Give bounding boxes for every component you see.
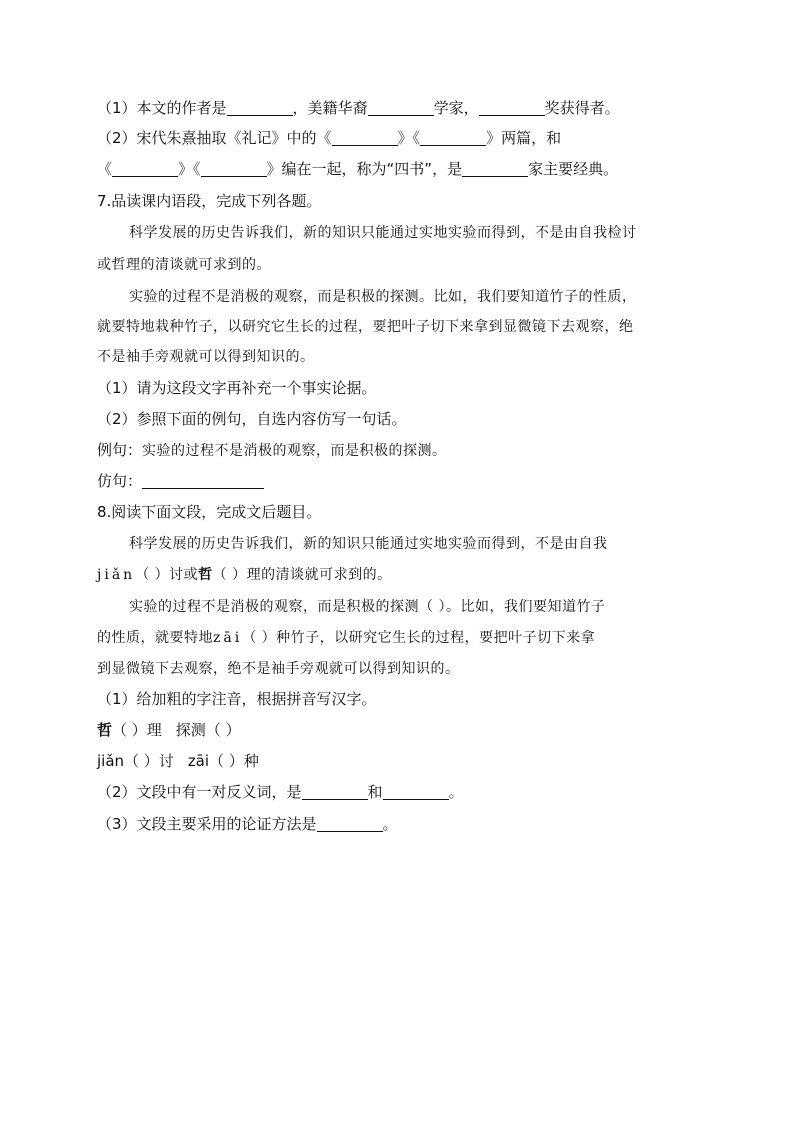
answer-blank[interactable]: [317, 815, 383, 832]
q6-item-2: （2）宋代朱熹抽取《礼记》中的《 》《 》两篇，和: [97, 129, 562, 147]
q7-sub-2: （2）参照下面的例句，自选内容仿写一句话。: [97, 410, 407, 428]
answer-blank[interactable]: [420, 129, 486, 146]
q7-sub-1: （1）请为这段文字再补充一个事实论据。: [97, 379, 377, 397]
q8-char-row-2: jiǎn（ ）讨 zāi（ ）种: [97, 752, 259, 770]
q8-passage-line: 到显微镜下去观察，绝不是袖手旁观就可以得到知识的。: [97, 661, 460, 677]
answer-blank[interactable]: [112, 160, 178, 177]
q7-example: 例句：实验的过程不是消极的观察，而是积极的探测。: [97, 441, 447, 459]
q8-sub-3: （3）文段主要采用的论证方法是 。: [97, 815, 398, 833]
q8-passage-line: 科学发展的历史告诉我们，新的知识只能通过实地实验而得到，不是由自我: [129, 536, 608, 552]
q6-item-1: （1）本文的作者是 ，美籍华裔 学家， 奖获得者。: [97, 99, 620, 117]
q7-passage-line: 或哲理的清谈就可求到的。: [97, 257, 271, 273]
answer-blank[interactable]: [302, 783, 368, 800]
q8-passage-line: jiǎn（ ）讨或哲（ ）理的清谈就可求到的。: [97, 567, 392, 583]
answer-blank[interactable]: [201, 160, 267, 177]
q8-sub-2: （2）文段中有一对反义词，是 和 。: [97, 783, 464, 801]
q8-title: 8.阅读下面文段，完成文后题目。: [97, 503, 322, 521]
q8-char-row-1: 哲（ ）理 探测（ ）: [97, 721, 241, 739]
q8-sub-1: （1）给加粗的字注音，根据拼音写汉字。: [97, 690, 377, 708]
q7-passage-line: 就要特地栽种竹子，以研究它生长的过程，要把叶子切下来拿到显微镜下去观察，绝: [97, 319, 634, 335]
answer-blank[interactable]: [479, 99, 545, 116]
q7-imitate: 仿句：: [97, 470, 734, 492]
answer-blank[interactable]: [462, 160, 528, 177]
q7-passage-line: 不是袖手旁观就可以得到知识的。: [97, 349, 315, 365]
q8-passage-line: 实验的过程不是消极的观察，而是积极的探测（ ）。比如，我们要知道竹子: [129, 599, 606, 615]
q7-passage-line: 实验的过程不是消极的观察，而是积极的探测。比如，我们要知道竹子的性质，: [129, 289, 637, 305]
answer-blank[interactable]: [383, 783, 449, 800]
imitate-answer-blank[interactable]: [142, 472, 264, 489]
q6-item-2-cont: 《 》《 》编在一起，称为“四书”，是 家主要经典。: [97, 160, 619, 178]
answer-blank[interactable]: [368, 99, 434, 116]
q7-passage-line: 科学发展的历史告诉我们，新的知识只能通过实地实验而得到，不是由自我检讨: [129, 225, 637, 241]
answer-blank[interactable]: [227, 99, 293, 116]
answer-blank[interactable]: [332, 129, 398, 146]
q7-title: 7.品读课内语段，完成下列各题。: [97, 192, 322, 210]
q8-passage-line: 的性质，就要特地zāi（ ）种竹子，以研究它生长的过程，要把叶子切下来拿: [97, 630, 596, 646]
